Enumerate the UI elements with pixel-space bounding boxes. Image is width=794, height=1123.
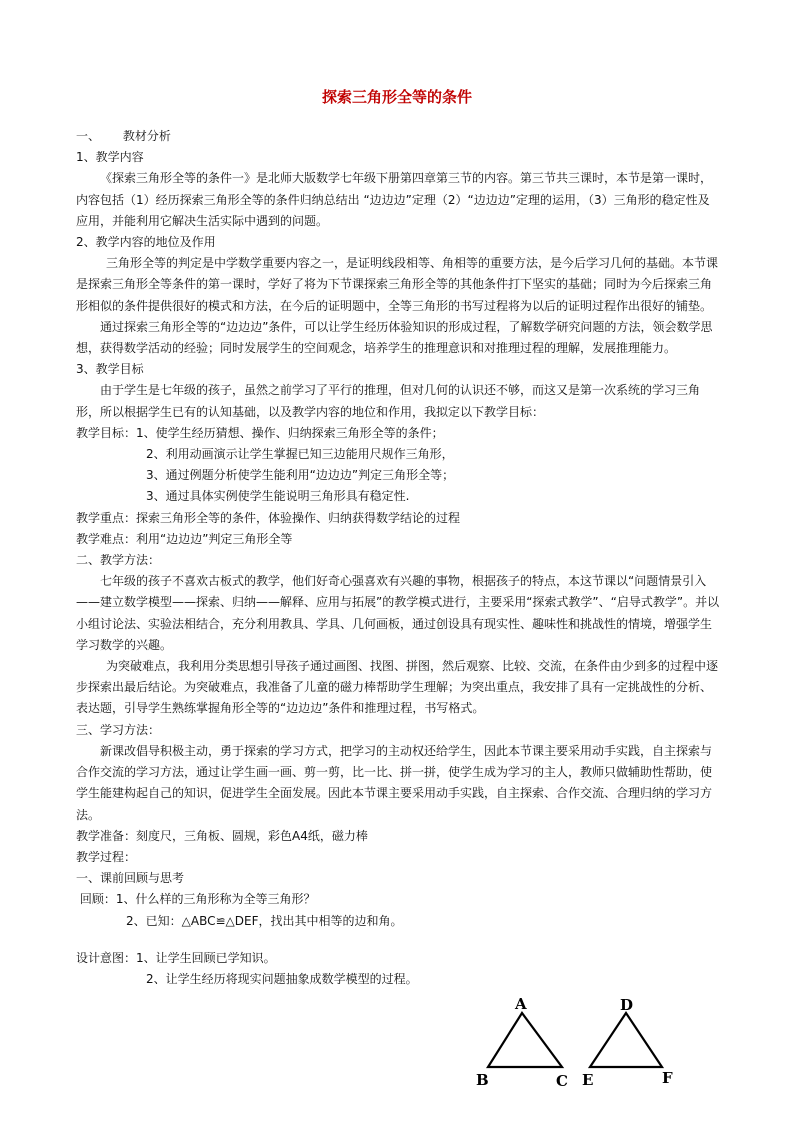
document-body [76,126,720,990]
process-heading-1: 一、课前回顾与思考 [76,871,185,886]
goal-line-1: 教学目标：1、使学生经历猜想、操作、归纳探索三角形全等的条件； [76,425,444,440]
goal-line-2: 2、利用动画演示让学生掌握已知三边能用尺规作三角形， [146,447,454,462]
congruent-triangles-figure [470,995,710,1090]
paragraph-teaching-goals: 由于学生是七年级的孩子，虽然之前学习了平行的推理，但对几何的认识还不够，而这又是第一次系统的学习三角形，所以根据学生已有的认知基础，以及教学内容的地位和作用，我拟定以下教学目标： [76,383,701,419]
vertex-label-b: B [476,1071,489,1089]
vertex-label-c: C [556,1072,568,1090]
review-question-1: 回顾：1、什么样的三角形称为全等三角形？ [76,892,316,907]
subheading-teaching-content: 1、教学内容 [76,150,144,165]
paragraph-sss-experience: 通过探索三角形全等的“边边边”条件，可以让学生经历体验知识的形成过程，了解数学研究问题的方法，领会数学思想，获得数学活动的经验；同时发展学生的空间观念，培养学生的推理意识和对推理过程的理解，发展推理能力。 [76,319,713,356]
teaching-difficulty: 教学难点：利用“边边边”判定三角形全等 [76,531,293,546]
teaching-key-point: 教学重点：探索三角形全等的条件，体验操作、归纳获得数学结论的过程 [76,510,461,525]
subheading-teaching-goals: 3、教学目标 [76,362,144,377]
paragraph-teaching-method: 七年级的孩子不喜欢古板式的教学，他们好奇心强喜欢有兴趣的事物，根据孩子的特点，本这节课以“问题情景引入——建立数学模型——探索、归纳——解释、应用与拓展”的教学模式进行，主要采用“探索式教学”、“启导式教学”。并以小组讨论法、实验法相结合，充分利用教具、学具、几何画板，通过创设具有现实性、趣味性和挑战性的情境，增强学生学习数学的兴趣。 [76,574,720,652]
paragraph-learning-method: 新课改倡导积极主动，勇于探索的学习方式，把学习的主动权还给学生，因此本节课主要采用动手实践，自主探索与合作交流的学习方法，通过让学生画一画、剪一剪，比一比、拼一拼，使学生成为学习的主人，教师只做辅助性帮助，使学生能建构起自己的知识，促进学生全面发展。因此本节课主要采用动手实践，自主探索、合作交流、合理归纳的学习方法。 [76,743,713,822]
paragraph-teaching-content: 《探索三角形全等的条件一》是北师大版数学七年级下册第四章第三节的内容。第三节共三课时，本节是第一课时，内容包括（1）经历探索三角形全等的条件归纳总结出 “边边边”定理（2）“边边边”定理的运用，（3）三角形的稳定性及应用，并能利用它解决生活实际中遇到的问题。 [76,171,713,228]
section-heading-2: 二、教学方法： [76,553,161,568]
triangle-abc [488,1013,562,1067]
paragraph-status-role: 三角形全等的判定是中学数学重要内容之一，是证明线段相等、角相等的重要方法，是今后学习几何的基础。本节课是探索三角形全等条件的第一课时，学好了将为下节课探索三角形全等的其他条件打下坚实的基础；同时为今后探索三角形相似的条件提供很好的模式和方法，在今后的证明题中，全等三角形的书写过程将为以后的证明过程作出很好的铺垫。 [76,256,719,313]
design-intent-2: 2、让学生经历将现实问题抽象成数学模型的过程。 [146,971,418,986]
review-question-2: 2、已知：△ABC≌△DEF，找出其中相等的边和角。 [126,913,403,928]
design-intent-1: 设计意图：1、让学生回顾已学知识。 [76,950,276,965]
section-heading-1: 一、 教材分析 [76,129,171,143]
vertex-label-d: D [620,996,634,1014]
vertex-label-f: F [662,1069,673,1087]
vertex-label-e: E [582,1071,594,1089]
vertex-label-a: A [515,995,527,1013]
goal-line-3: 3、通过例题分析使学生能利用“边边边”判定三角形全等； [146,468,455,483]
teaching-preparation: 教学准备：刻度尺，三角板、圆规，彩色A4纸，磁力棒 [76,828,368,843]
section-heading-3: 三、学习方法： [76,722,161,737]
goal-line-4: 3、通过具体实例使学生能说明三角形具有稳定性. [146,489,410,504]
document-title: 探索三角形全等的条件 [321,88,472,106]
triangle-def [590,1013,662,1067]
spacer [76,932,720,948]
teaching-process: 教学过程： [76,849,137,864]
subheading-status-role: 2、教学内容的地位及作用 [76,235,216,250]
paragraph-breakthrough: 为突破难点，我利用分类思想引导孩子通过画图、找图、拼图，然后观察、比较、交流，在条件由少到多的过程中逐步探索出最后结论。为突破难点，我准备了儿童的磁力棒帮助学生理解；为突出重点，我安排了具有一定挑战性的分析、表达题，引导学生熟练掌握角形全等的“边边边”条件和推理过程，书写格式。 [76,659,719,716]
